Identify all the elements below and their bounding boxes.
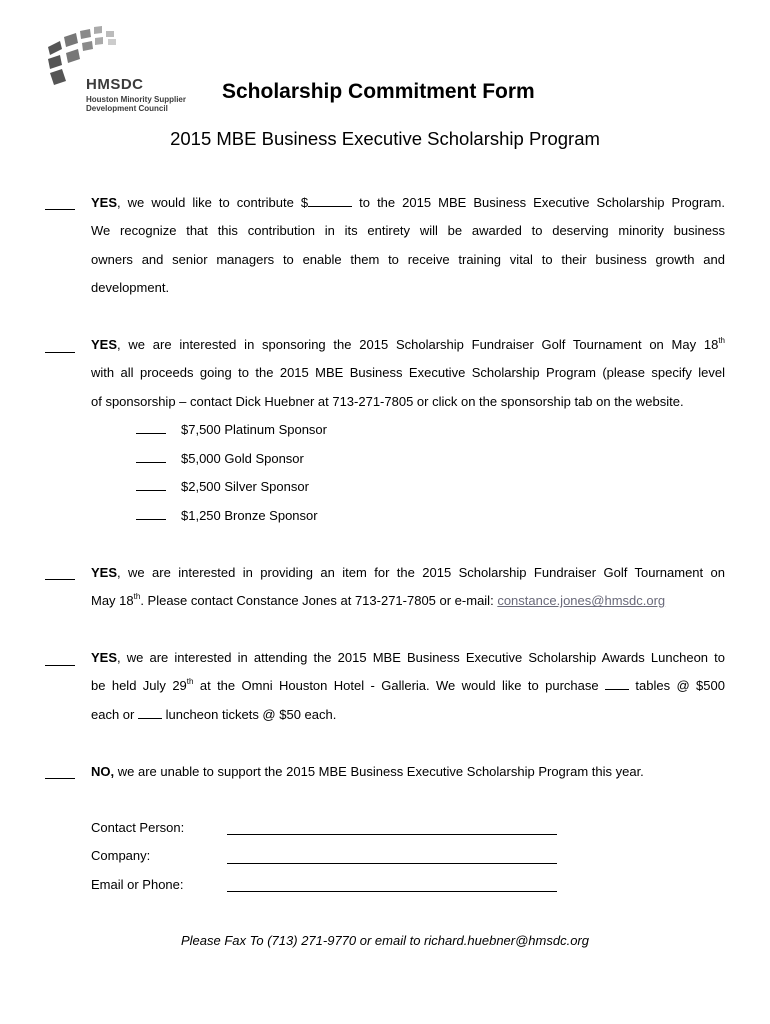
option-decline — [91, 758, 725, 786]
sponsor-level-gold[interactable] — [136, 451, 304, 466]
email-phone-field[interactable] — [227, 890, 557, 892]
yes-label: YES — [91, 565, 118, 580]
contact-person-field[interactable] — [227, 833, 557, 835]
level-label: $7,500 Platinum Sponsor — [181, 422, 327, 437]
text: . Please contact Constance Jones at 713-271-7805 or e-mail: — [140, 593, 498, 609]
text: owners and senior managers to enable them to receive training vital to their business growth and — [91, 251, 725, 267]
sponsor-level-silver[interactable] — [136, 479, 309, 494]
text: luncheon tickets @ $50 each. — [161, 706, 337, 722]
level-blank[interactable] — [136, 422, 166, 434]
superscript: th — [133, 591, 141, 601]
option-sponsor — [91, 331, 725, 416]
email-phone-label: Email or Phone: — [91, 877, 184, 892]
text: development. — [91, 279, 170, 295]
page-subtitle: 2015 MBE Business Executive Scholarship Program — [170, 128, 600, 149]
option-luncheon — [91, 644, 725, 729]
text: tables @ $500 — [629, 678, 725, 694]
checkbox-blank-contribute[interactable] — [45, 208, 75, 210]
text: to the 2015 MBE Business Executive Scholarship Program. — [352, 195, 725, 210]
yes-label: YES — [91, 650, 118, 665]
text: , we are interested in attending the 2015 MBE Business Executive Scholarship Awards Luncheon to — [117, 650, 725, 665]
company-field[interactable] — [227, 862, 557, 864]
fax-instructions: Please Fax To (713) 271-9770 or email to richard.huebner@hmsdc.org — [181, 933, 589, 948]
tickets-blank[interactable] — [138, 707, 162, 719]
sponsor-level-bronze[interactable] — [136, 508, 318, 523]
level-blank[interactable] — [136, 451, 166, 463]
amount-blank[interactable] — [308, 195, 352, 207]
tables-blank[interactable] — [605, 678, 629, 690]
company-label: Company: — [91, 848, 151, 863]
checkbox-blank-sponsor[interactable] — [45, 351, 75, 353]
option-item — [91, 559, 725, 616]
level-label: $2,500 Silver Sponsor — [181, 479, 309, 494]
text: , we are interested in sponsoring the 2015 Scholarship Fundraiser Golf Tournament on May 18 — [117, 337, 719, 352]
level-label: $5,000 Gold Sponsor — [181, 451, 304, 466]
superscript: th — [186, 676, 194, 686]
email-link[interactable]: constance.jones@hmsdc.org — [497, 593, 666, 609]
yes-label: YES — [91, 337, 118, 352]
text: , we would like to contribute $ — [117, 195, 309, 210]
yes-label: YES — [91, 195, 118, 210]
text: of sponsorship – contact Dick Huebner at 713-271-7805 or click on the sponsorship tab on the website. — [91, 393, 684, 409]
contact-person-label: Contact Person: — [91, 820, 185, 835]
checkbox-blank-luncheon[interactable] — [45, 664, 75, 666]
text: with all proceeds going to the 2015 MBE Business Executive Scholarship Program (please specify level — [91, 365, 725, 381]
logo-name: HMSDC — [86, 76, 144, 93]
text: We recognize that this contribution in its entirety will be awarded to deserving minority business — [91, 223, 725, 239]
text: at the Omni Houston Hotel - Galleria. We would like to purchase — [193, 678, 606, 694]
text: we are unable to support the 2015 MBE Business Executive Scholarship Program this year. — [114, 764, 644, 779]
level-blank[interactable] — [136, 479, 166, 491]
checkbox-blank-decline[interactable] — [45, 777, 75, 779]
level-blank[interactable] — [136, 508, 166, 520]
logo-subtitle — [86, 95, 186, 113]
text: , we are interested in providing an item for the 2015 Scholarship Fundraiser Golf Tournament on — [117, 565, 725, 580]
logo-subtitle-line-2: Development Council — [86, 104, 168, 113]
level-label: $1,250 Bronze Sponsor — [181, 508, 318, 523]
superscript: th — [718, 335, 725, 345]
text: be held July 29 — [91, 678, 187, 694]
text: May 18 — [91, 593, 134, 609]
sponsor-level-platinum[interactable] — [136, 422, 327, 437]
page-title: Scholarship Commitment Form — [222, 80, 535, 103]
option-contribute — [91, 189, 725, 302]
text: each or — [91, 706, 138, 722]
logo-subtitle-line-1: Houston Minority Supplier — [86, 95, 186, 104]
checkbox-blank-item[interactable] — [45, 578, 75, 580]
no-label: NO, — [91, 764, 115, 779]
